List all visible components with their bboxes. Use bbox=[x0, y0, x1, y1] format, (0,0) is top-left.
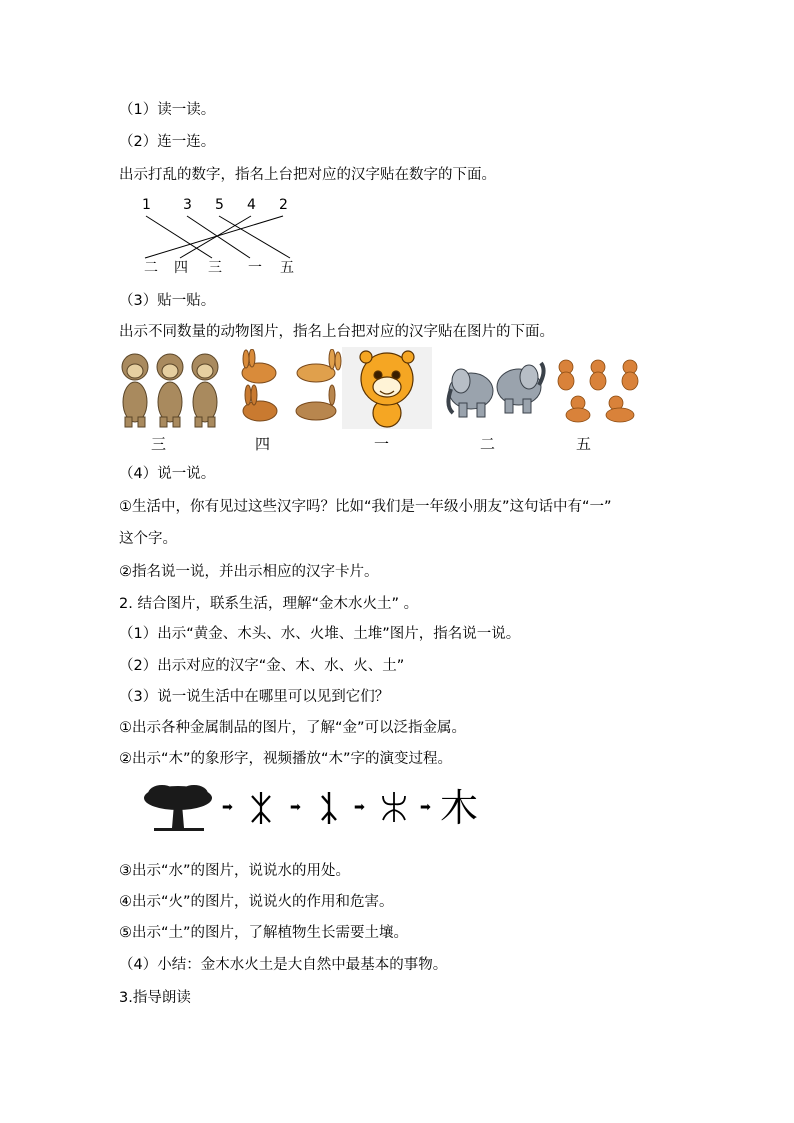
monkeys-picture bbox=[118, 347, 222, 429]
line-speak: （4）说一说。 bbox=[119, 466, 216, 482]
bears-picture bbox=[554, 357, 646, 429]
seal-glyph bbox=[380, 790, 408, 824]
line-connect-desc: 出示打乱的数字，指名上台把对应的汉字贴在数字的下面。 bbox=[119, 167, 496, 183]
char-er: 二 bbox=[144, 260, 158, 276]
arrow-icon: ➡ bbox=[354, 800, 365, 815]
line-2-3-1: ①出示各种金属制品的图片，了解“金”可以泛指金属。 bbox=[119, 720, 467, 736]
line-speak-2: ②指名说一说，并出示相应的汉字卡片。 bbox=[119, 564, 379, 580]
line-2-3-5: ⑤出示“土”的图片，了解植物生长需要土壤。 bbox=[119, 925, 409, 941]
number-5: 5 bbox=[215, 197, 224, 213]
number-1: 1 bbox=[142, 197, 151, 213]
caption-tiger: 一 bbox=[374, 435, 390, 453]
line-2-4: （4）小结：金木水火土是大自然中最基本的事物。 bbox=[119, 957, 448, 973]
line-connect: （2）连一连。 bbox=[119, 134, 216, 150]
line-2-3: （3）说一说生活中在哪里可以见到它们？ bbox=[119, 689, 390, 705]
line-section-2: 2. 结合图片，联系生活，理解“金木水火土” 。 bbox=[119, 596, 419, 612]
line-2-3-2: ②出示“木”的象形字，视频播放“木”字的演变过程。 bbox=[119, 751, 453, 767]
line-paste: （3）贴一贴。 bbox=[119, 293, 216, 309]
line-2-3-4: ④出示“火”的图片，说说火的作用和危害。 bbox=[119, 894, 394, 910]
line-section-3: 3.指导朗读 bbox=[119, 990, 191, 1006]
caption-bears: 五 bbox=[576, 435, 592, 453]
line-2-1: （1）出示“黄金、木头、水、火堆、土堆”图片，指名说一说。 bbox=[119, 626, 521, 642]
line-read: （1）读一读。 bbox=[119, 102, 216, 118]
char-san: 三 bbox=[208, 260, 222, 276]
caption-rabbits: 四 bbox=[255, 435, 271, 453]
modern-glyph: 木 bbox=[440, 786, 479, 830]
line-speak-1: ①生活中，你有见过这些汉字吗？比如“我们是一年级小朋友”这句话中有“一” bbox=[119, 499, 612, 515]
char-wu: 五 bbox=[280, 260, 294, 276]
elephants-picture bbox=[443, 351, 547, 423]
tiger-picture bbox=[342, 347, 432, 429]
number-4: 4 bbox=[247, 197, 256, 213]
number-3: 3 bbox=[183, 197, 192, 213]
tree-picture bbox=[140, 782, 216, 834]
caption-elephants: 二 bbox=[480, 435, 496, 453]
bronze-glyph bbox=[318, 790, 340, 826]
line-2-3-3: ③出示“水”的图片，说说水的用处。 bbox=[119, 863, 351, 879]
caption-monkeys: 三 bbox=[151, 435, 167, 453]
matching-diagram bbox=[130, 196, 310, 278]
char-si: 四 bbox=[174, 260, 188, 276]
animal-picture-row bbox=[118, 347, 658, 431]
rabbits-picture bbox=[234, 349, 346, 429]
char-yi: 一 bbox=[248, 260, 262, 276]
arrow-icon: ➡ bbox=[420, 800, 431, 815]
oracle-bone-glyph bbox=[248, 790, 274, 826]
arrow-icon: ➡ bbox=[222, 800, 233, 815]
line-2-2: （2）出示对应的汉字“金、木、水、火、土” bbox=[119, 658, 405, 674]
character-evolution-strip bbox=[140, 774, 500, 834]
line-speak-1-cont: 这个字。 bbox=[119, 531, 177, 547]
arrow-icon: ➡ bbox=[290, 800, 301, 815]
number-2: 2 bbox=[279, 197, 288, 213]
line-paste-desc: 出示不同数量的动物图片，指名上台把对应的汉字贴在图片的下面。 bbox=[119, 324, 554, 340]
